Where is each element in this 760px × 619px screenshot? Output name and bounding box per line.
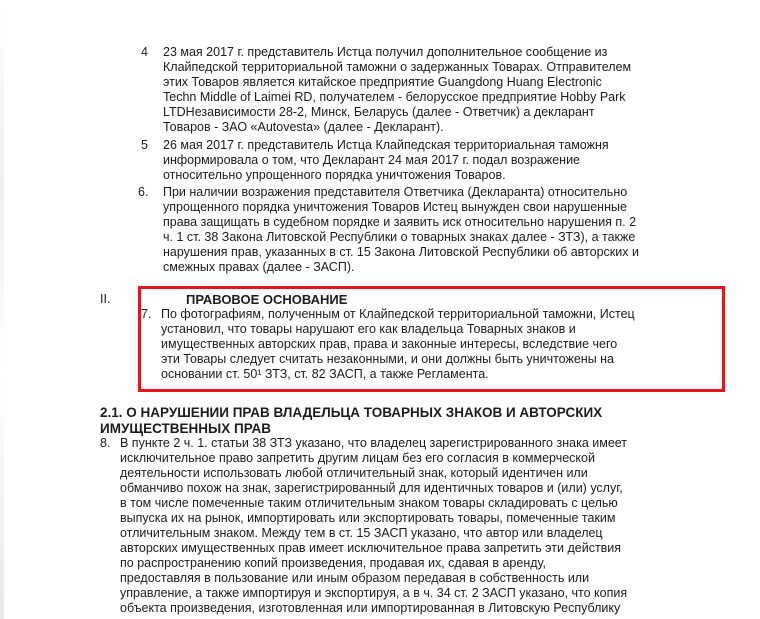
- text-line: основании ст. 50¹ ЗТЗ, ст. 82 ЗАСП, а также Регламента.: [161, 367, 489, 381]
- scan-edge-shadow: [0, 0, 4, 619]
- item-number: 7.: [141, 307, 152, 321]
- text-line: относительно упрощенного порядка уничтожения Товаров.: [163, 168, 506, 182]
- text-line: исключительное право запретить другим лицам без его согласия в коммерческой: [120, 451, 595, 465]
- section-roman-numeral: II.: [100, 292, 111, 306]
- text-line: предоставляя в пользование или иным образом передавая в собственность или: [120, 571, 590, 585]
- section-title: ПРАВОВОЕ ОСНОВАНИЕ: [186, 292, 348, 307]
- text-line: смежных правах (далее - ЗАСП).: [163, 260, 355, 274]
- item-text: [120, 436, 627, 616]
- text-line: выпуска их на рынок, импортировать или экспортировать товары, помеченные таким: [120, 511, 616, 525]
- text-line: управление, а также импортируя и экспортируя, а в ч. 34 ст. 2 ЗАСП указано, что копия: [120, 586, 628, 600]
- item-number: 4: [141, 45, 148, 59]
- text-line: деятельности использовать любой отличительный знак, который идентичен или: [120, 466, 588, 480]
- text-line: обманчиво похож на знак, зарегистрированный для идентичных товаров и (или) услуг,: [120, 481, 623, 495]
- title-line: ИМУЩЕСТВЕННЫХ ПРАВ: [100, 421, 272, 436]
- text-line: Товаров - ЗАО «Autovesta» (далее - Декларант).: [163, 120, 444, 134]
- text-line: LTDНезависимости 28-2, Минск, Беларусь (далее - Ответчик) а декларант: [163, 105, 595, 119]
- text-line: упрощенного порядка уничтожения Товаров Истец вынужден свои нарушенные: [163, 200, 627, 214]
- item-text: [163, 45, 631, 135]
- text-line: При наличии возражения представителя Ответчика (Декларанта) относительно: [163, 185, 628, 199]
- text-line: В пункте 2 ч. 1. статьи 38 ЗТЗ указано, что владелец зарегистрированного знака имеет: [120, 436, 628, 450]
- text-line: объекта произведения, изготовленная или импортированная в Литовскую Республику: [120, 601, 621, 615]
- item-number: 6.: [138, 185, 149, 199]
- text-line: имущественных авторских прав, права и законные интересы, вследствие чего: [161, 337, 618, 351]
- text-line: в том числе помеченные таким отличительным знаком товары складировать с целью: [120, 496, 618, 510]
- item-text: [163, 185, 639, 275]
- item-number: 8.: [100, 436, 111, 450]
- text-line: Клайпедской территориальной таможни о задержанных Товарах. Отправителем: [163, 60, 632, 74]
- item-text: [161, 307, 635, 382]
- text-line: по распространению копий произведения, продавая их, сдавая в аренду,: [120, 556, 547, 570]
- text-line: 26 мая 2017 г. представитель Истца Клайпедская территориальная таможня: [163, 138, 609, 152]
- text-line: установил, что товары нарушают его как владельца Товарных знаков и: [161, 322, 576, 336]
- text-line: Techn Middle of Laimei RD, получателем - белорусское предприятие Hobby Park: [163, 90, 626, 104]
- text-line: отличительным знаком. Между тем в ст. 15 ЗАСП указано, что автор или владелец: [120, 526, 603, 540]
- text-line: нарушения прав, указанных в ст. 15 Закона Литовской Республики об авторских и: [163, 245, 639, 259]
- text-line: права защищать в судебном порядке и заявить иск относительно нарушения п. 2: [163, 215, 637, 229]
- text-line: авторских имущественных прав имеет исключительное права запретить эти действия: [120, 541, 622, 555]
- title-line: 2.1. О НАРУШЕНИИ ПРАВ ВЛАДЕЛЬЦА ТОВАРНЫХ ЗНАКОВ И АВТОРСКИХ: [100, 405, 603, 420]
- subsection-title: [100, 405, 602, 437]
- text-line: эти Товары следует считать незаконными, и они должны быть уничтожены на: [161, 352, 615, 366]
- text-line: ч. 1 ст. 38 Закона Литовской Республики о товарных знаках далее - ЗТЗ), а также: [163, 230, 636, 244]
- item-text: [163, 138, 609, 183]
- item-number: 5: [141, 138, 148, 152]
- text-line: этих Товаров является китайское предприятие Guangdong Huang Electronic: [163, 75, 602, 89]
- text-line: 23 мая 2017 г. представитель Истца получил дополнительное сообщение из: [163, 45, 608, 59]
- text-line: По фотографиям, полученным от Клайпедской территориальной таможни, Истец: [161, 307, 635, 321]
- text-line: информировала о том, что Декларант 24 мая 2017 г. подал возражение: [163, 153, 581, 167]
